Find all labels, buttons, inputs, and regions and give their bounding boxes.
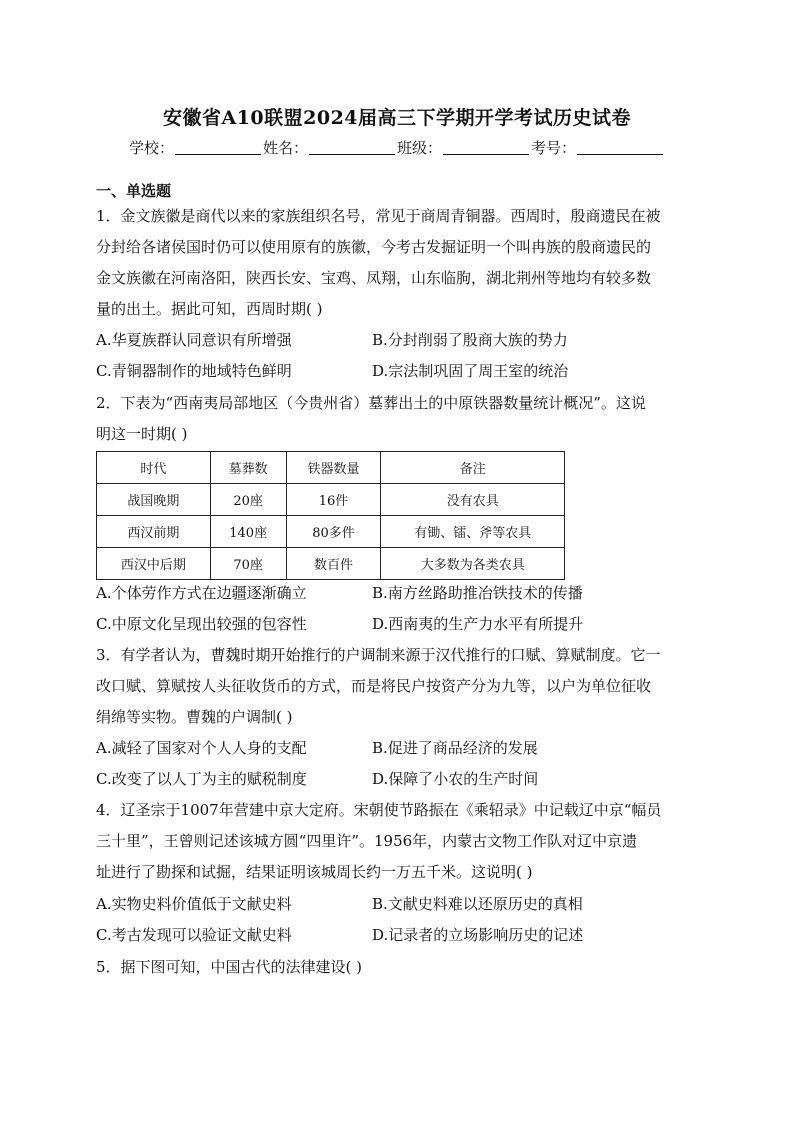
question-4-line: 4．辽圣宗于1007年营建中京大定府。宋朝使节路振在《乘轺录》中记载辽中京“幅员 [96,801,662,819]
table-cell: 140座 [210,516,286,548]
table-cell: 有锄、镭、斧等农具 [381,516,565,548]
question-2-line: 明这一时期( ) [96,425,188,443]
number-blank[interactable] [577,140,663,155]
table-header-cell: 墓葬数 [210,452,286,484]
question-5-line: 5．据下图可知，中国古代的法律建设( ) [96,958,363,976]
table-cell: 战国晚期 [97,484,211,516]
question-3-option-c[interactable]: C.改变了以人丁为主的赋税制度 [96,770,307,788]
table-header-cell: 时代 [97,452,211,484]
iron-tools-table [96,451,565,580]
question-4-option-b[interactable]: B.文献史料难以还原历史的真相 [372,895,583,913]
question-1-option-c[interactable]: C.青铜器制作的地域特色鲜明 [96,362,292,380]
question-2-line: 2．下表为“西南夷局部地区（今贵州省）墓葬出土的中原铁器数量统计概况”。这说 [96,394,646,412]
table-cell: 大多数为各类农具 [381,548,565,580]
question-3-option-a[interactable]: A.减轻了国家对个人人身的支配 [96,739,307,757]
question-4-option-a[interactable]: A.实物史料价值低于文献史料 [96,895,292,913]
table-header-cell: 备注 [381,452,565,484]
section-heading: 一、单选题 [96,182,172,200]
question-4-line: 址进行了勘探和试掘，结果证明该城周长约一万五千米。这说明( ) [96,863,533,881]
table-cell: 70座 [210,548,286,580]
question-3-line: 改口赋、算赋按人头征收货币的方式，而是将民户按资产分为九等，以户为单位征收 [96,677,652,695]
class-label: 班级： [397,139,443,157]
table-cell: 20座 [210,484,286,516]
question-4-option-c[interactable]: C.考古发现可以验证文献史料 [96,926,292,944]
table-cell: 西汉前期 [97,516,211,548]
question-2-option-d[interactable]: D.西南夷的生产力水平有所提升 [372,615,584,633]
question-4-line: 三十里”，王曾则记述该城方圆“四里许”。1956年，内蒙古文物工作队对辽中京遗 [96,832,638,850]
name-label: 姓名： [262,139,308,157]
table-row [97,516,565,548]
question-1-option-d[interactable]: D.宗法制巩固了周王室的统治 [372,362,569,380]
table-row [97,548,565,580]
question-2-option-b[interactable]: B.南方丝路助推冶铁技术的传播 [372,584,583,602]
table-cell: 西汉中后期 [97,548,211,580]
question-3-line: 3．有学者认为，曹魏时期开始推行的户调制来源于汉代推行的口赋、算赋制度。它一 [96,646,661,664]
question-3-option-b[interactable]: B.促进了商品经济的发展 [372,739,538,757]
exam-title: 安徽省A10联盟2024届高三下学期开学考试历史试卷 [162,107,632,129]
table-row [97,484,565,516]
name-blank[interactable] [309,140,395,155]
question-1-option-a[interactable]: A.华夏族群认同意识有所增强 [96,331,292,349]
number-label: 考号： [531,139,577,157]
class-blank[interactable] [443,140,529,155]
question-2-option-c[interactable]: C.中原文化呈现出较强的包容性 [96,615,307,633]
table-header-cell: 铁器数量 [286,452,381,484]
question-3-line: 绢绵等实物。曹魏的户调制( ) [96,708,293,726]
school-label: 学校： [128,139,174,157]
table-cell: 80多件 [286,516,381,548]
question-1-line: 金文族徽在河南洛阳，陕西长安、宝鸡、凤翔，山东临朐，湖北荆州等地均有较多数 [96,269,652,287]
student-info-line [0,137,794,158]
question-2-option-a[interactable]: A.个体劳作方式在边疆逐渐确立 [96,584,307,602]
question-4-option-d[interactable]: D.记录者的立场影响历史的记述 [372,926,584,944]
school-blank[interactable] [175,140,261,155]
table-cell: 没有农具 [381,484,565,516]
question-1-line: 分封给各诸侯国时仍可以使用原有的族徽，今考古发掘证明一个叫冉族的殷商遗民的 [96,238,652,256]
question-3-option-d[interactable]: D.保障了小农的生产时间 [372,770,539,788]
question-1-line: 量的出土。据此可知，西周时期( ) [96,300,323,318]
table-header-row [97,452,565,484]
table-cell: 数百件 [286,548,381,580]
question-1-option-b[interactable]: B.分封削弱了殷商大族的势力 [372,331,568,349]
question-1-line: 1．金文族徽是商代以来的家族组织名号，常见于商周青铜器。西周时，殷商遗民在被 [96,207,661,225]
table-cell: 16件 [286,484,381,516]
